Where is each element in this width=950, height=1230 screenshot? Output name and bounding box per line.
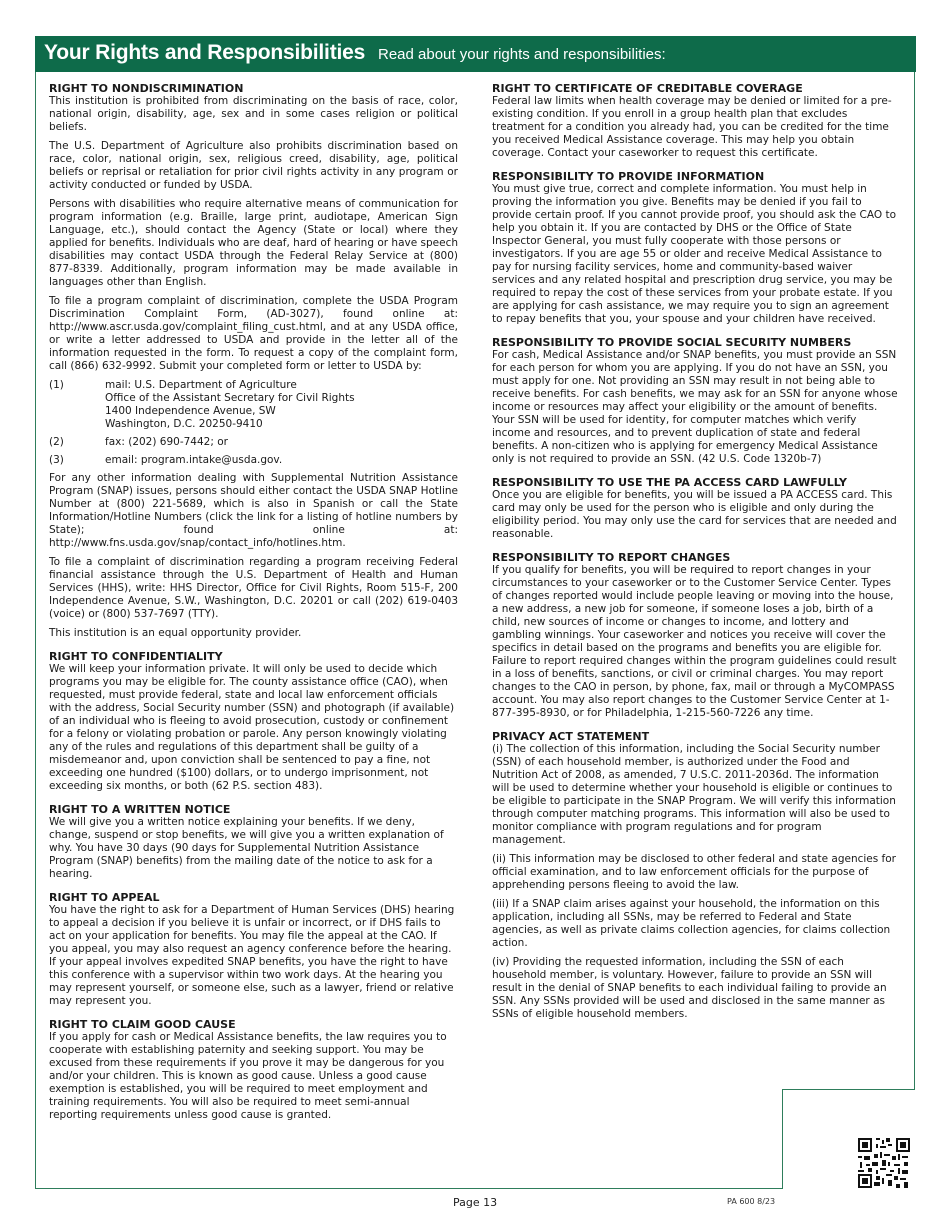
section-heading: RIGHT TO APPEAL — [49, 891, 160, 904]
section-good-cause — [49, 1018, 458, 1122]
paragraph: To file a complaint of discrimination regarding a program receiving Federal financial assistance through the U.S. Department of Health and Human Services (HHS), write: HHS Director, Office for Civil Rights, Room 515-F, 200 Independence Avenue, S.W., Washington, D.C. 20201 or call (202) 619-0403 (voice) or (800) 537-7697 (TTY). — [49, 556, 458, 620]
section-privacy-act — [492, 730, 898, 1021]
paragraph: Once you are eligible for benefits, you will be issued a PA ACCESS card. This card may only be used for the person who is eligible and only during the eligibility period. You may only use the card for services that are needed and reasonable. — [492, 489, 897, 540]
section-ssn — [492, 336, 898, 466]
section-heading: RIGHT TO CERTIFICATE OF CREDITABLE COVERAGE — [492, 82, 803, 95]
section-nondiscrimination — [49, 82, 458, 640]
qr-code-icon — [858, 1138, 910, 1188]
address-line: Office of the Assistant Secretary for Civil Rights — [105, 392, 355, 404]
paragraph: We will give you a written notice explaining your benefits. If we deny, change, suspend or stop benefits, we will give you a written explanation of why. You have 30 days (90 days for Supplemental Nutrition Assistance Program (SNAP) benefits) from the mailing date of the notice to ask for a hearing. — [49, 816, 444, 880]
paragraph: If you apply for cash or Medical Assistance benefits, the law requires you to cooperate with establishing paternity and seeking support. You may be excused from these requirements if you prove it may be dangerous for you and/or your children. This is known as good cause. Unless a good cause exemption is established, you will be required to meet employment and training requirements. You will also be required to meet semi-annual reporting requirements unless good cause is granted. — [49, 1031, 447, 1121]
section-creditable-coverage — [492, 82, 898, 160]
banner-title: Your Rights and Responsibilities — [44, 41, 366, 64]
address-item-fax: (2) fax: (202) 690-7442; or — [49, 436, 228, 448]
form-id: PA 600 8/23 — [727, 1197, 776, 1206]
section-heading: RESPONSIBILITY TO REPORT CHANGES — [492, 551, 731, 564]
section-heading: RESPONSIBILITY TO PROVIDE SOCIAL SECURITY NUMBERS — [492, 336, 852, 349]
paragraph: You have the right to ask for a Department of Human Services (DHS) hearing to appeal a decision if you believe it is unfair or incorrect, or if DHS fails to act on your application for benefits. You may file the appeal at the CAO. If you appeal, you may also request an agency conference before the hearing. If your appeal involves expedited SNAP benefits, you have the right to have this conference with a supervisor within two work days. At the hearing you may represent yourself, or someone else, such as a lawyer, friend or relative may represent you. — [49, 904, 455, 1007]
section-heading: RIGHT TO NONDISCRIMINATION — [49, 82, 244, 95]
section-appeal — [49, 891, 458, 1008]
address-item-mail: (1) mail: U.S. Department of Agriculture Office of the Assistant Secretary for Civil Rights 1400 Independence Avenue, SW Washington, D.C. 20250-9410 — [49, 379, 355, 430]
banner-subtitle: Read about your rights and responsibilities: — [378, 46, 666, 63]
paragraph: The U.S. Department of Agriculture also prohibits discrimination based on race, color, national origin, sex, religious creed, disability, age, political beliefs or reprisal or retaliation for prior civil rights activity in any program or activity conducted or funded by USDA. — [49, 140, 458, 191]
section-provide-information — [492, 170, 898, 326]
paragraph: If you qualify for benefits, you will be required to report changes in your circumstances to your caseworker or to the Customer Service Center. Types of changes reported would include people leaving or moving into the house, a new address, a new job for someone, if someone loses a job, birth of a child, new sources of income or changes to income, and lottery and gambling winnings. Your caseworker and notices you receive will cover the specifics in detail based on the programs and benefits you are eligible for. Failure to report required changes within the program guidelines could result in a loss of benefits, sanctions, or civil or criminal charges. You may report changes to the CAO in person, by phone, fax, mail or through a MyCOMPASS account. You may also report changes to the Customer Service Center at 1-877-395-8930, or for Philadelphia, 1-215-560-7226 any time. — [492, 564, 897, 719]
section-heading: RIGHT TO CLAIM GOOD CAUSE — [49, 1018, 236, 1031]
section-heading: RIGHT TO A WRITTEN NOTICE — [49, 803, 231, 816]
page-number: Page 13 — [453, 1196, 498, 1209]
section-banner — [35, 36, 916, 72]
address-line: 1400 Independence Avenue, SW — [105, 405, 276, 417]
section-heading: RESPONSIBILITY TO PROVIDE INFORMATION — [492, 170, 765, 183]
section-confidentiality — [49, 650, 458, 793]
section-heading: RESPONSIBILITY TO USE THE PA ACCESS CARD LAWFULLY — [492, 476, 847, 489]
left-column — [49, 82, 458, 1132]
paragraph: To file a program complaint of discrimination, complete the USDA Program Discrimination Complaint Form, (AD-3027), found online at: http://www.ascr.usda.gov/complaint_filing_cust.html, and at any USDA office, or write a letter addressed to USDA and provide in the letter all of the information requested in the form. To request a copy of the complaint form, call (866) 632-9992. Submit your completed form or letter to USDA by: — [49, 295, 458, 372]
section-report-changes — [492, 551, 898, 720]
paragraph: (i) The collection of this information, including the Social Security number (SSN) of each household member, is authorized under the Food and Nutrition Act of 2008, as amended, 7 U.S.C. 2011-2036d. The information will be used to determine whether your household is eligible or continues to be eligible to participate in the SNAP Program. We will verify this information through computer matching programs. This information will also be used to monitor compliance with program regulations and for program management. — [492, 743, 896, 846]
section-access-card — [492, 476, 898, 541]
section-written-notice — [49, 803, 458, 881]
paragraph: (iii) If a SNAP claim arises against your household, the information on this application, including all SSNs, may be referred to Federal and State agencies, as well as private claims collection agencies, for claims collection action. — [492, 898, 891, 949]
paragraph: We will keep your information private. It will only be used to decide which programs you may be eligible for. The county assistance office (CAO), when requested, must provide federal, state and local law enforcement officials with the address, Social Security number (SSN) and photograph (if available) of an individual who is fleeing to avoid prosecution, custody or confinement for a felony or violating probation or parole. Any person knowingly violating any of the rules and regulations of this department shall be guilty of a misdemeanor and, upon conviction shall be sentenced to pay a fine, not exceeding one hundred ($100) dollars, or to undergo imprisonment, not exceeding six months, or both (62 P.S. section 483). — [49, 663, 455, 792]
paragraph: For cash, Medical Assistance and/or SNAP benefits, you must provide an SSN for each person for whom you are applying. If you do not have an SSN, you must apply for one. Not providing an SSN may result in not being able to receive benefits. For cash benefits, we may ask for an SSN for anyone whose income or resources may affect your eligibility or the amount of benefits. Your SSN will be used for identity, for computer matches which verify income and resources, and to prevent duplication of state and federal benefits. A non-citizen who is applying for emergency Medical Assistance only is not required to provide an SSN. (42 U.S. Code 1320b-7) — [492, 349, 898, 465]
paragraph: (iv) Providing the requested information, including the SSN of each household member, is voluntary. However, failure to provide an SSN will result in the denial of SNAP benefits to each individual failing to provide an SSN. Any SSNs provided will be used and disclosed in the same manner as SSNs of eligible household members. — [492, 956, 887, 1020]
address-item-email: (3) email: program.intake@usda.gov. — [49, 454, 283, 466]
paragraph: Persons with disabilities who require alternative means of communication for program information (e.g. Braille, large print, audiotape, American Sign Language, etc.), should contact the Agency (State or local) where they applied for benefits. Individuals who are deaf, hard of hearing or have speech disabilities may contact USDA through the Federal Relay Service at (800) 877-8339. Additionally, program information may be made available in languages other than English. — [49, 198, 458, 288]
paragraph: For any other information dealing with Supplemental Nutrition Assistance Program (SNAP) issues, persons should either contact the USDA SNAP Hotline Number at (800) 221-5689, which is also in Spanish or call the State Information/Hotline Numbers (click the link for a listing of hotline numbers by State); found online at: http://www.fns.usda.gov/snap/contact_info/hotlines.htm. — [49, 472, 458, 549]
section-heading: RIGHT TO CONFIDENTIALITY — [49, 650, 223, 663]
right-column — [492, 82, 898, 1031]
paragraph: You must give true, correct and complete information. You must help in proving the information you give. Benefits may be denied if you fail to provide certain proof. If you cannot provide proof, you should ask the CAO to help you obtain it. If you are contacted by DHS or the Office of State Inspector General, you must fully cooperate with those persons or investigators. If you are age 55 or older and receive Medical Assistance to pay for nursing facility services, home and community-based waiver services and any related hospital and prescription drug service, you may be required to repay the cost of these services from your probate estate. If you are applying for cash assistance, we may require you to sign an agreement to repay benefits that you, your spouse and your children have received. — [492, 183, 897, 325]
address-line: Washington, D.C. 20250-9410 — [105, 418, 263, 430]
paragraph: Federal law limits when health coverage may be denied or limited for a pre-existing condition. If you enroll in a group health plan that excludes treatment for a condition you already had, you can be credited for the time you received Medical Assistance coverage. This may help you obtain coverage. Contact your caseworker to request this certificate. — [492, 95, 892, 159]
section-heading: PRIVACY ACT STATEMENT — [492, 730, 650, 743]
paragraph: This institution is an equal opportunity provider. — [49, 627, 302, 639]
paragraph: (ii) This information may be disclosed to other federal and state agencies for official examination, and to law enforcement officials for the purpose of apprehending persons fleeing to avoid the law. — [492, 853, 896, 891]
address-line: mail: U.S. Department of Agriculture — [105, 379, 297, 391]
paragraph: This institution is prohibited from discriminating on the basis of race, color, national origin, disability, age, sex and in some cases religion or political beliefs. — [49, 95, 458, 133]
